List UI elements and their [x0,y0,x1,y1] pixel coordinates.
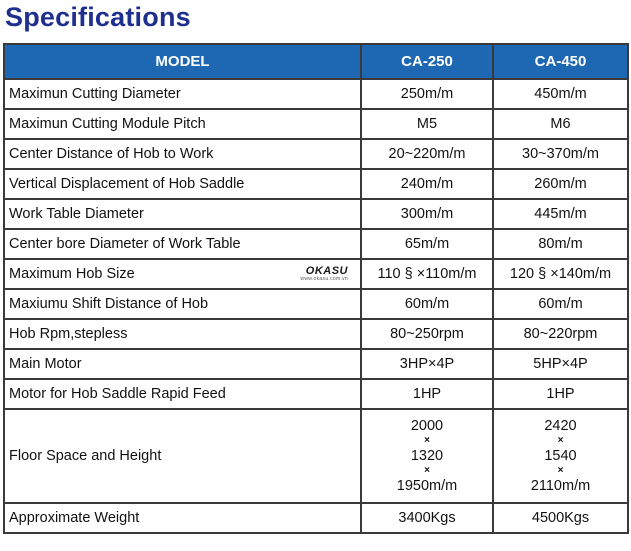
spec-value-ca250: M5 [361,109,493,139]
table-row [4,109,628,139]
spec-label: Motor for Hob Saddle Rapid Feed [4,379,361,409]
header-model: MODEL [4,44,361,79]
spec-value-ca450 [493,409,628,503]
spec-value-ca250: 1HP [361,379,493,409]
spec-value-ca450: 445m/m [493,199,628,229]
spec-value-ca250: 240m/m [361,169,493,199]
header-ca250: CA-250 [361,44,493,79]
watermark-brand: OKASU [305,265,348,277]
watermark-tagline: www.okasu.com.vn [300,276,348,282]
spec-value-ca450: 1HP [493,379,628,409]
spec-label: Center bore Diameter of Work Table [4,229,361,259]
times-symbol: × [424,435,430,446]
header-row [4,44,628,79]
times-symbol: × [424,465,430,476]
spec-label: Approximate Weight [4,503,361,533]
spec-value-ca250: 65m/m [361,229,493,259]
spec-value-ca250: 3400Kgs [361,503,493,533]
table-row [4,199,628,229]
spec-value-ca450: 5HP×4P [493,349,628,379]
spec-label: Vertical Displacement of Hob Saddle [4,169,361,199]
spec-label: Maximum Hob Size [9,266,135,282]
spec-label: Work Table Diameter [4,199,361,229]
table-row-floor-space [4,409,628,503]
spec-value-ca450: 80~220rpm [493,319,628,349]
spec-value-ca250: 80~250rpm [361,319,493,349]
table-row [4,289,628,319]
times-symbol: × [557,465,564,476]
table-row [4,169,628,199]
table-row [4,79,628,109]
floor-depth: 1540 [544,448,577,464]
spec-label: Floor Space and Height [4,409,361,503]
spec-value-ca250: 250m/m [361,79,493,109]
spec-label: Maximun Cutting Diameter [4,79,361,109]
floor-height: 1950m/m [396,478,458,494]
floor-height: 2110m/m [530,478,591,494]
table-row [4,319,628,349]
table-row [4,503,628,533]
spec-value-ca450: 4500Kgs [493,503,628,533]
spec-label: Maxiumu Shift Distance of Hob [4,289,361,319]
table-row [4,139,628,169]
spec-value-ca250: 60m/m [361,289,493,319]
spec-label: Main Motor [4,349,361,379]
page-title: Specifications [5,2,191,32]
watermark-logo [300,266,348,282]
spec-value-ca450: 60m/m [493,289,628,319]
header-ca450: CA-450 [493,44,628,79]
spec-value-ca250: 110 § ×110m/m [361,259,493,289]
floor-width: 2420 [544,418,577,434]
times-symbol: × [557,435,564,446]
spec-value-ca450: 120 § ×140m/m [493,259,628,289]
spec-value-ca450: 30~370m/m [493,139,628,169]
table-row [4,349,628,379]
table-row [4,259,628,289]
spec-value-ca450: 260m/m [493,169,628,199]
spec-value-ca250: 20~220m/m [361,139,493,169]
floor-width: 2000 [410,418,444,434]
spec-label: Maximun Cutting Module Pitch [4,109,361,139]
specifications-table [3,43,629,534]
spec-label: Center Distance of Hob to Work [4,139,361,169]
spec-value-ca250 [361,409,493,503]
spec-value-ca450: 450m/m [493,79,628,109]
spec-value-ca250: 3HP×4P [361,349,493,379]
floor-depth: 1320 [410,448,444,464]
table-row [4,229,628,259]
spec-label-cell [4,259,361,289]
spec-value-ca250: 300m/m [361,199,493,229]
spec-label: Hob Rpm,stepless [4,319,361,349]
spec-value-ca450: 80m/m [493,229,628,259]
spec-value-ca450: M6 [493,109,628,139]
table-row [4,379,628,409]
